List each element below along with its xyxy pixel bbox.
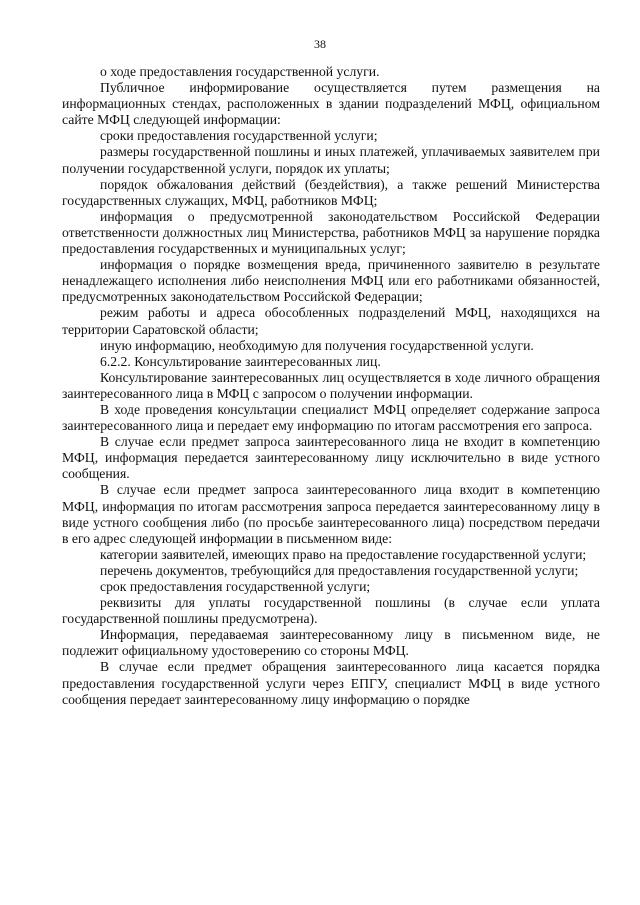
section-heading: 6.2.2. Консультирование заинтересованных лиц. (100, 353, 381, 369)
list-item: информация о порядке возмещения вреда, причиненного заявителю в результате ненадлежащего исполнения либо неисполнения МФЦ или его работниками обязанностей, предусмотренных законодательством Российской Федерации; (62, 257, 600, 305)
paragraph: В случае если предмет обращения заинтересованного лица касается порядка предоставления государственной услуги через ЕПГУ, специалист МФЦ в виде устного сообщения передает заинтересованному лицу информацию о порядке (62, 659, 600, 707)
list-item: сроки предоставления государственной услуги; (100, 128, 378, 144)
list-item: информация о предусмотренной законодательством Российской Федерации ответственности должностных лиц Министерства, работников МФЦ за нарушение порядка предоставления государственных и муниципальных услуг; (62, 208, 600, 257)
paragraph: В ходе проведения консультации специалист МФЦ определяет содержание запроса заинтересованного лица и передает ему информацию по итогам рассмотрения его запроса. (62, 401, 600, 434)
list-item: порядок обжалования действий (бездействия), а также решений Министерства государственных служащих, МФЦ, работников МФЦ; (62, 176, 600, 208)
list-item: реквизиты для уплаты государственной пошлины (в случае если уплата государственной пошлины предусмотрена). (62, 595, 600, 627)
paragraph: Консультирование заинтересованных лиц осуществляется в ходе личного обращения заинтересованного лица в МФЦ с запросом о получении информации. (62, 369, 600, 401)
list-item: перечень документов, требующийся для предоставления государственной услуги; (100, 562, 579, 578)
page-number: 38 (314, 37, 326, 51)
paragraph: Информация, передаваемая заинтересованному лицу в письменном виде, не подлежит официальному удостоверению со стороны МФЦ. (62, 627, 600, 659)
paragraph: В случае если предмет запроса заинтересованного лица не входит в компетенцию МФЦ, информация передается заинтересованному лицу исключительно в виде устного сообщения. (62, 434, 600, 482)
paragraph: В случае если предмет запроса заинтересованного лица входит в компетенцию МФЦ, информация по итогам рассмотрения запроса передается заинтересованному лицу в виде устного сообщения либо (по просьбе заинтересованного лица) посредством передачи в его адрес следующей информации в письменном виде: (62, 482, 600, 546)
paragraph: о ходе предоставления государственной услуги. (100, 64, 380, 79)
list-item: срок предоставления государственной услуги; (100, 579, 371, 594)
list-item: размеры государственной пошлины и иных платежей, уплачиваемых заявителем при получении государственной услуги, порядок их уплаты; (62, 144, 600, 176)
page-body (62, 64, 600, 708)
list-item: режим работы и адреса обособленных подразделений МФЦ, находящихся на территории Саратовской области; (62, 305, 600, 337)
list-item: иную информацию, необходимую для получения государственной услуги. (100, 337, 534, 353)
paragraph: Публичное информирование осуществляется путем размещения на информационных стендах, расположенных в здании подразделений МФЦ, официальном сайте МФЦ следующей информации: (62, 80, 600, 128)
list-item: категории заявителей, имеющих право на предоставление государственной услуги; (100, 546, 587, 562)
